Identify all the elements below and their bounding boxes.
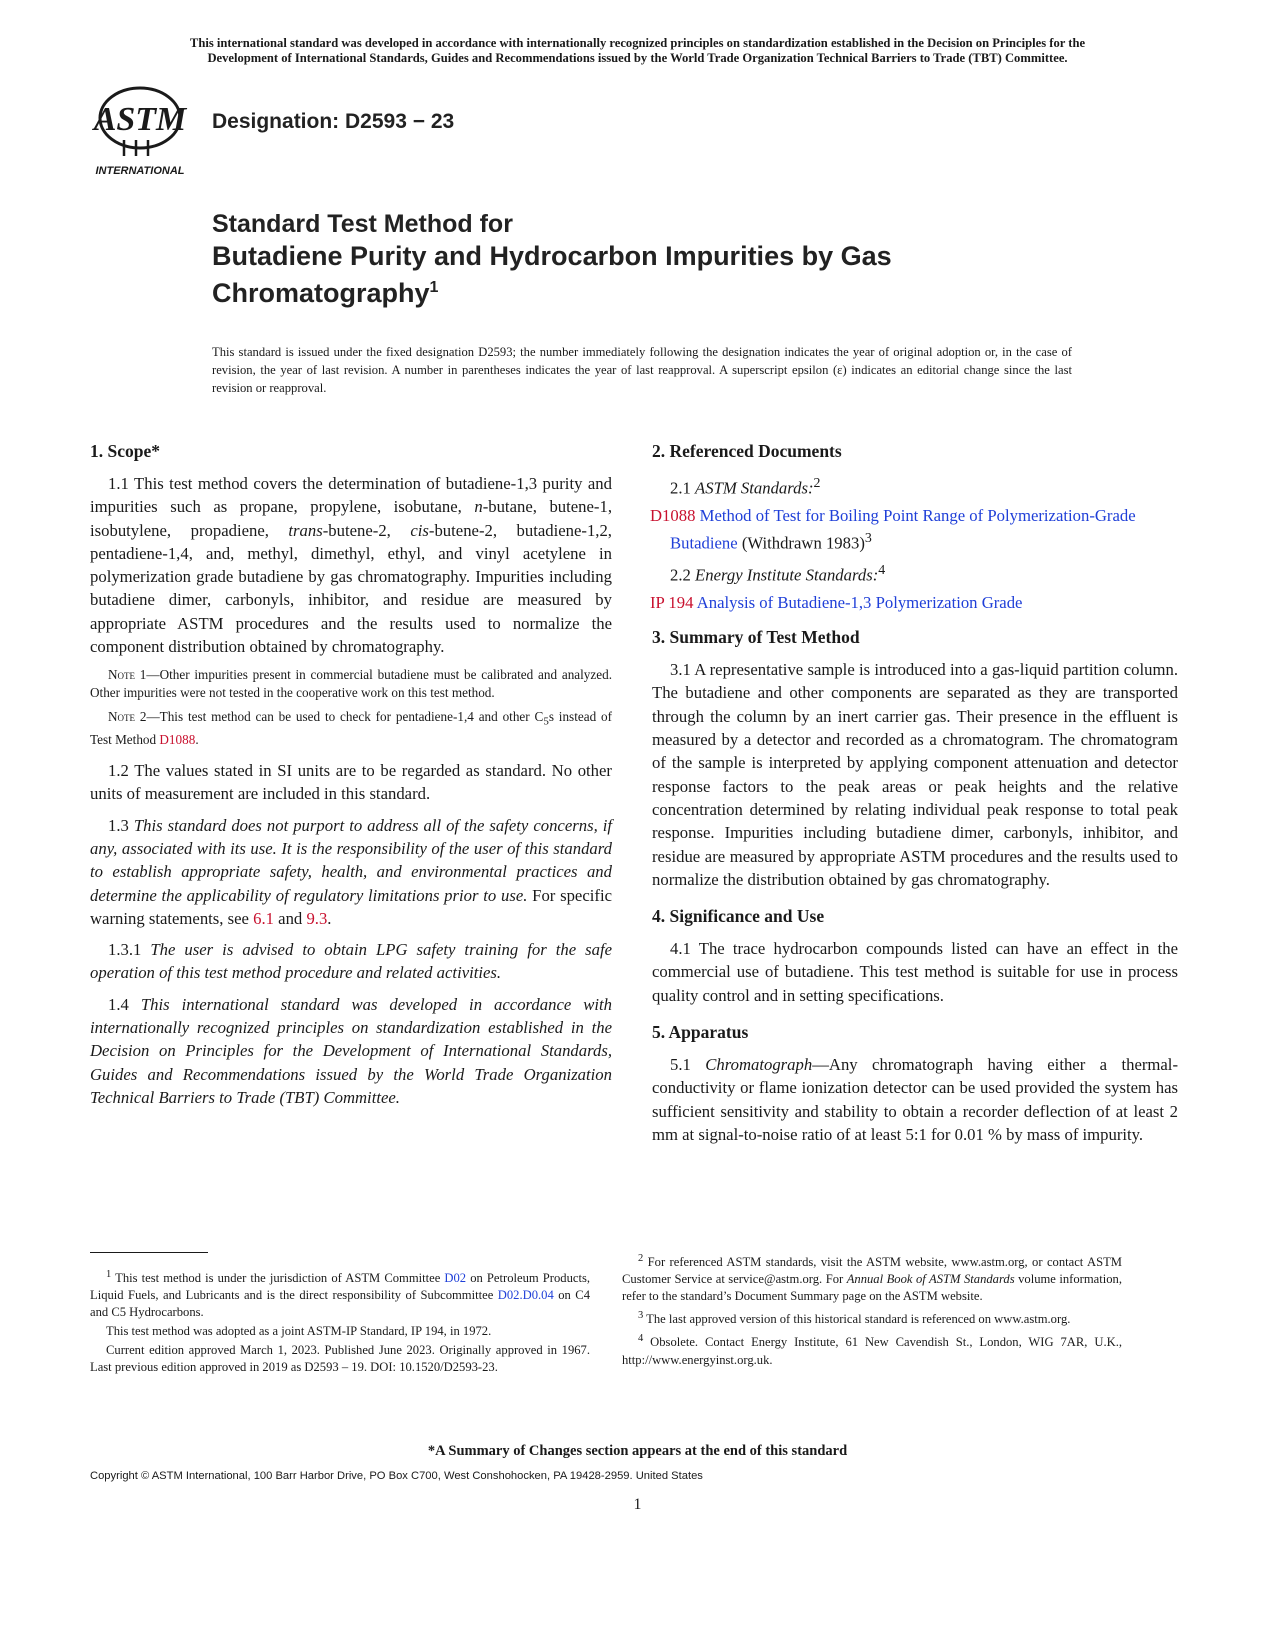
section-2-1 xyxy=(652,472,1178,500)
scope-heading: 1. Scope* xyxy=(90,441,160,461)
referenced-documents-heading: 2. Referenced Documents xyxy=(652,441,842,461)
d1088-link[interactable]: D1088 xyxy=(159,732,196,748)
reference-d1088-tail: (Withdrawn 1983) xyxy=(737,533,865,553)
para-1-4 xyxy=(90,993,612,1109)
footnote-4-text: Obsolete. Contact Energy Institute, 61 New Cavendish St., London, WIG 7AR, U.K., http://www.energyinst.org.uk. xyxy=(622,1335,1122,1367)
footnote-rule-left xyxy=(90,1252,208,1253)
reference-ip194-title[interactable]: Analysis of Butadiene-1,3 Polymerization Grade xyxy=(693,592,1023,612)
summary-of-changes-notice: *A Summary of Changes section appears at the end of this standard xyxy=(427,1443,848,1459)
footnotes-left xyxy=(90,1266,590,1378)
section-2-1-sup: 2 xyxy=(813,476,821,491)
reference-d1088-code[interactable]: D1088 xyxy=(650,505,696,525)
reference-d1088 xyxy=(650,504,1178,555)
apparatus-heading: 5. Apparatus xyxy=(652,1022,749,1043)
para-1-3-tail-c: . xyxy=(327,908,332,928)
note-2-sub: 5 xyxy=(543,716,549,729)
para-1-1 xyxy=(90,472,612,658)
significance-heading: 4. Significance and Use xyxy=(652,906,825,927)
para-1-3-tail-b: and xyxy=(273,908,307,928)
para-1-3-tail-a: For specific warning statements, see xyxy=(90,885,612,928)
footnote-2-sup: 2 xyxy=(638,1253,644,1264)
para-1-3-num: 1.3 xyxy=(108,815,134,835)
para-5-1-italic: Chromatograph xyxy=(705,1055,813,1075)
logo-subtext: INTERNATIONAL xyxy=(95,165,185,177)
section-2-2-label: Energy Institute Standards: xyxy=(695,565,879,585)
section-2-2 xyxy=(652,559,1178,587)
para-1-2: 1.2 The values stated in SI units are to be regarded as standard. No other units of measurement are included in this standard. xyxy=(90,761,612,804)
note-2 xyxy=(90,708,612,749)
copyright: Copyright © ASTM International, 100 Barr Harbor Drive, PO Box C700, West Conshohocken, PA 19428-2959. United States xyxy=(90,1470,703,1482)
astm-logo xyxy=(90,82,190,178)
note-1-text: 1—Other impurities present in commercial butadiene must be calibrated and analyzed. Other impurities were not tested in the cooperative work on this test method. xyxy=(90,667,612,701)
note-2-label: Note xyxy=(108,709,136,725)
section-9-3-link[interactable]: 9.3 xyxy=(306,908,328,928)
title-line-2-text: Butadiene Purity and Hydrocarbon Impurities by Gas xyxy=(212,241,892,271)
designation: Designation: D2593 − 23 xyxy=(212,110,455,133)
footnote-2-b: volume information, refer to the standard’s Document Summary page on the ASTM website. xyxy=(622,1272,1122,1304)
footnote-2-italic: Annual Book of ASTM Standards xyxy=(846,1272,1015,1287)
footnote-1-b: on Petroleum Products, Liquid Fuels, and Lubricants and is the direct responsibility of Subcommittee xyxy=(90,1271,591,1303)
para-1-1-trans: trans xyxy=(288,520,323,540)
para-1-1-a: 1.1 This test method covers the determination of butadiene-1,3 purity and impurities such as propane, propylene, isobutane, xyxy=(90,474,612,517)
reference-ip194 xyxy=(650,591,1178,614)
footnote-4-sup: 4 xyxy=(638,1333,644,1345)
right-column xyxy=(652,440,1178,1154)
footnote-2-a: For referenced ASTM standards, visit the ASTM website, www.astm.org, or contact ASTM Customer Service at service@astm.org. For xyxy=(622,1255,1122,1287)
para-1-4-num: 1.4 xyxy=(108,994,141,1014)
top-notice-line-1: This international standard was developed in accordance with internationally recognized principles on standardization established in the Decision on Principles for the xyxy=(189,36,1086,50)
para-1-3-italic: This standard does not purport to address all of the safety concerns, if any, associated with its use. It is the responsibility of the user of this standard to establish appropriate safety, health, and environmental practices and determine the applicability of regulatory limitations prior to use. xyxy=(90,815,613,905)
para-4-1: 4.1 The trace hydrocarbon compounds listed can have an effect in the commercial use of butadiene. This test method is suitable for use in process quality control and in setting specifications. xyxy=(652,939,1178,1005)
section-2-2-num: 2.2 xyxy=(670,565,696,585)
para-3-1: 3.1 A representative sample is introduced into a gas-liquid partition column. The butadiene and other components are separated as they are transported through the column by an inert carrier gas. Their presence in the effluent is measured by a detector and recorded as a chromatogram. The chromatogram of the sample is interpreted by applying component attenuation and detector response factors to the peak areas or peak heights and the relative concentration determined by relating individual peak response to total peak response. Impurities including butadiene dimer, carbonyls, inhibitor, and residue are measured by appropriate ASTM procedures and the results used to normalize the distribution obtained by gas chromatography. xyxy=(652,660,1178,889)
title-line-3-text: Chromatography xyxy=(212,278,430,308)
footnote-3 xyxy=(622,1307,1122,1328)
para-5-1-num: 5.1 xyxy=(670,1055,706,1075)
footnote-1-sup: 1 xyxy=(106,1269,112,1280)
document-title xyxy=(212,208,1112,309)
page-number: 1 xyxy=(633,1496,642,1513)
para-1-1-cis: cis xyxy=(410,520,429,540)
footnote-2 xyxy=(622,1250,1122,1305)
issue-note: This standard is issued under the fixed designation D2593; the number immediately following the designation indicates the year of original adoption or, in the case of revision, the year of last revision. A number in parentheses indicates the year of last reapproval. A superscript epsilon (ε) indicates an editorial change since the last revision or reapproval. xyxy=(212,345,1072,395)
footnote-1-p2: This test method was adopted as a joint ASTM-IP Standard, IP 194, in 1972. xyxy=(106,1324,492,1339)
footnote-1-c: on C4 and C5 Hydrocarbons. xyxy=(90,1288,590,1320)
reference-d1088-sup: 3 xyxy=(864,531,872,547)
footnote-3-sup: 3 xyxy=(638,1310,644,1322)
para-1-3-1-num: 1.3.1 xyxy=(108,940,151,960)
footnote-1-p3: Current edition approved March 1, 2023. Published June 2023. Originally approved in 1967. Last previous edition approved in 2019 as D2593 – 19. DOI: 10.1520/D2593-23. xyxy=(90,1343,590,1375)
para-1-3-1-italic: The user is advised to obtain LPG safety training for the safe operation of this test method procedure and related activities. xyxy=(90,940,612,983)
note-1-label: Note xyxy=(108,667,136,683)
para-1-4-italic: This international standard was developed in accordance with internationally recognized principles on standardization established in the Decision on Principles for the Development of International Standards, Guides and Recommendations issued by the World Trade Organization Technical Barriers to Trade (TBT) Committee. xyxy=(90,994,612,1107)
summary-heading: 3. Summary of Test Method xyxy=(652,627,860,648)
note-2-text-b: s instead of Test Method xyxy=(90,709,612,748)
footnote-3-text: The last approved version of this historical standard is referenced on www.astm.org. xyxy=(643,1312,1071,1327)
footnote-1 xyxy=(90,1266,590,1321)
title-line-2 xyxy=(212,240,1112,309)
subcommittee-link[interactable]: D02.D0.04 xyxy=(497,1288,554,1303)
title-line-1: Standard Test Method for xyxy=(212,210,513,238)
footnotes-right xyxy=(622,1250,1122,1371)
section-6-1-link[interactable]: 6.1 xyxy=(253,908,274,928)
para-5-1 xyxy=(652,1053,1178,1146)
para-5-1-text: —Any chromatograph having either a thermal-conductivity or flame ionization detector can be used provided the system has sufficient sensitivity and stability to obtain a recorder deflection of at least 2 mm at signal-to-noise ratio of at least 5:1 for 0.01 % by mass of impurity. xyxy=(652,1055,1178,1144)
title-footnote-mark: 1 xyxy=(429,279,439,296)
section-2-1-num: 2.1 xyxy=(670,478,696,498)
logo-text: ASTM xyxy=(93,101,187,138)
top-notice xyxy=(80,36,1195,66)
section-2-1-label: ASTM Standards: xyxy=(695,478,814,498)
para-1-1-b: -butane, butene-1, isobutylene, propadiene, xyxy=(90,497,612,540)
footnote-1-a: This test method is under the jurisdiction of ASTM Committee xyxy=(111,1271,445,1286)
note-2-text-c: . xyxy=(195,732,199,748)
para-1-1-d: -butene-2, butadiene-1,2, pentadiene-1,4, and, methyl, dimethyl, ethyl, and vinyl acetylene in polymerization grade butadiene by gas chromatography. Impurities including butadiene dimer, carbonyls, inhibitor, and residue are measured by appropriate ASTM procedures and the results used to normalize the component distribution obtained by chromatography. xyxy=(90,520,612,657)
note-1 xyxy=(90,666,612,702)
para-1-1-n: n xyxy=(474,497,483,517)
committee-d02-link[interactable]: D02 xyxy=(444,1271,467,1286)
para-1-3-1 xyxy=(90,938,612,985)
note-2-text-a: 2—This test method can be used to check for pentadiene-1,4 and other C xyxy=(135,709,544,725)
para-1-3 xyxy=(90,814,612,930)
section-2-2-sup: 4 xyxy=(878,563,886,579)
left-column xyxy=(90,440,612,1117)
top-notice-line-2: Development of International Standards, Guides and Recommendations issued by the World Trade Organization Technical Barriers to Trade (TBT) Committee. xyxy=(207,51,1068,65)
reference-d1088-title[interactable]: Method of Test for Boiling Point Range of Polymerization-Grade Butadiene xyxy=(670,505,1136,553)
reference-ip194-code[interactable]: IP 194 xyxy=(650,592,694,612)
footnote-4 xyxy=(622,1330,1122,1368)
para-1-1-c: -butene-2, xyxy=(322,520,411,540)
